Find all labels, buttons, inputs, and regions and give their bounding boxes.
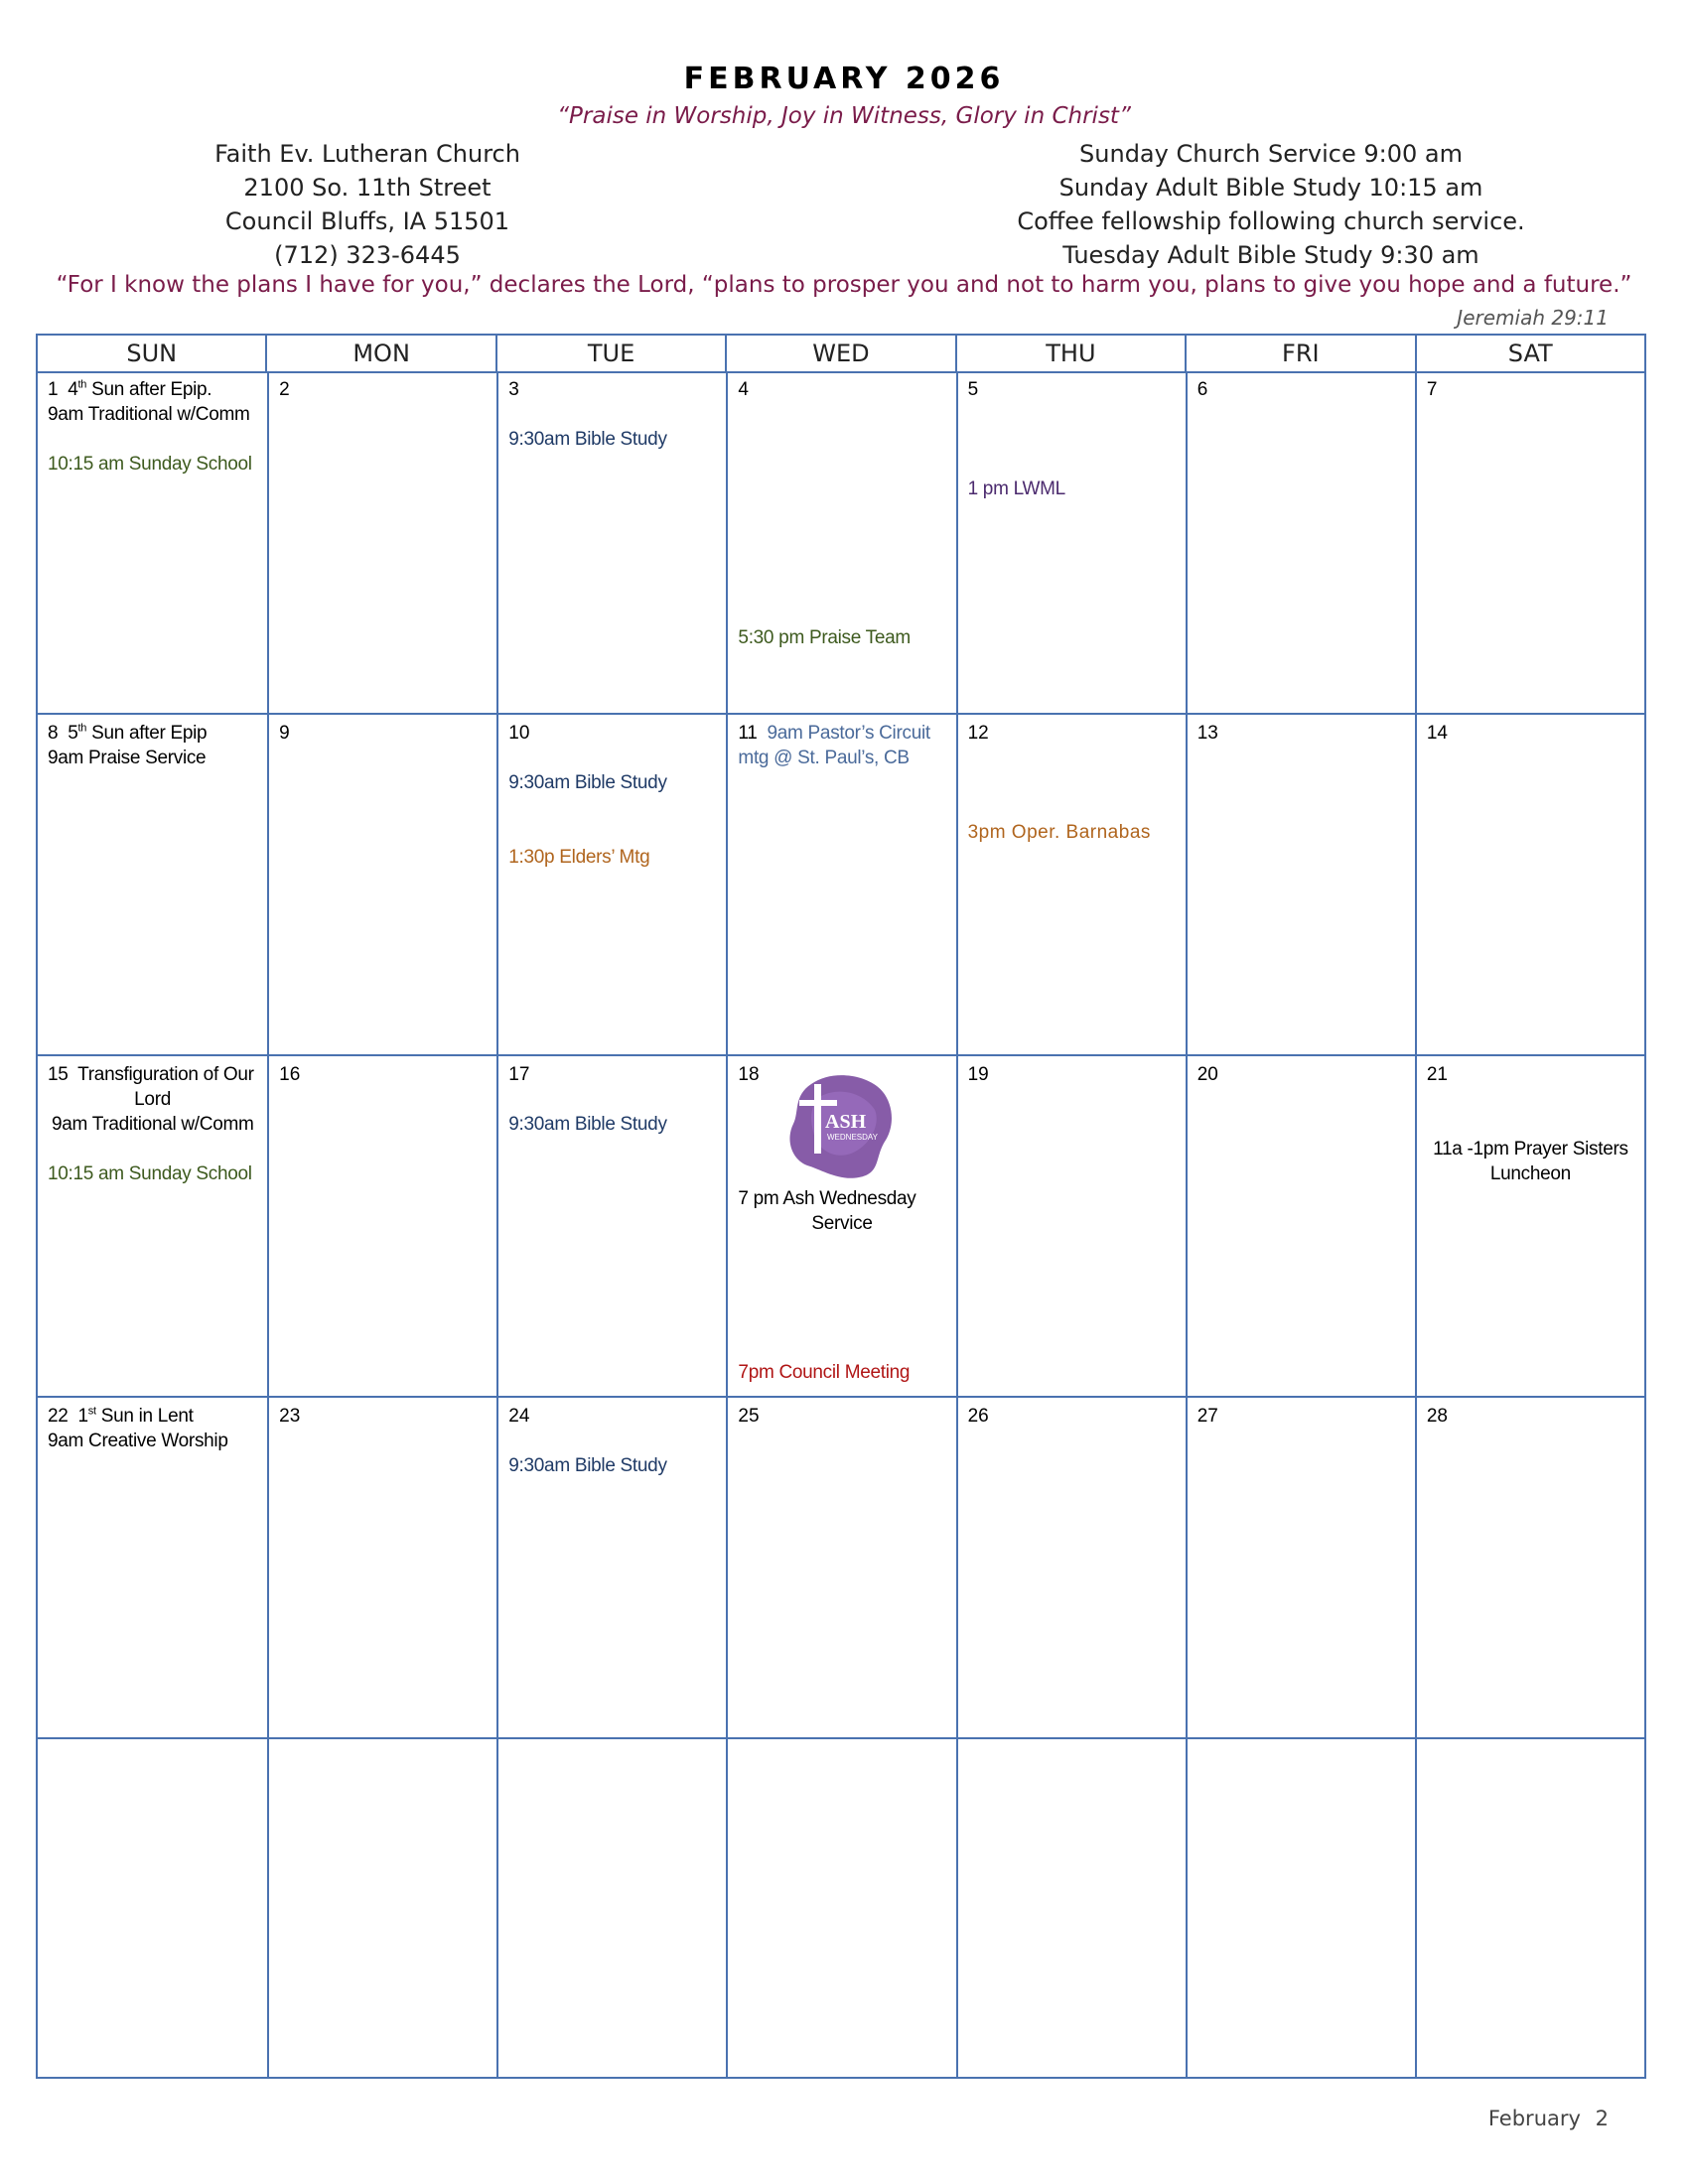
day-number: 22 [48,1406,69,1427]
event-worship: 9am Praise Service [48,748,207,768]
day-cell-23 [267,1396,496,1737]
day-cell-20 [1186,1054,1415,1396]
day-cell-9 [267,713,496,1054]
weekday-fri: FRI [1185,336,1414,371]
verse-reference: Jeremiah 29:11 [1457,306,1609,330]
church-street: 2100 So. 11th Street [243,174,492,202]
event-sunday-school: 10:15 am Sunday School [48,454,252,475]
day-cell-22 [38,1396,267,1737]
church-address-block [179,137,556,272]
weekday-wed: WED [725,336,954,371]
logo-text: ASH [825,1111,867,1133]
day-number: 10 [508,723,530,744]
weekday-sat: SAT [1415,336,1644,371]
day-number: 6 [1196,379,1208,400]
event-ash-wednesday-cont: Service [811,1213,873,1234]
event-bible-study: 9:30am Bible Study [508,1114,667,1135]
footer-label: February [1487,2107,1581,2130]
event-title: 5th Sun after Epip [68,722,208,744]
day-number: 7 [1426,379,1438,400]
day-cell-24 [496,1396,726,1737]
event-council-meeting: 7pm Council Meeting [738,1362,911,1383]
calendar-grid [36,334,1646,2079]
event-lwml: 1 pm LWML [967,478,1065,499]
day-number: 2 [279,379,290,400]
event-title-cont: Lord [134,1089,171,1110]
page-number: 2 [1595,2107,1609,2130]
event-pastors-circuit-location: mtg @ St. Paul’s, CB [738,748,910,768]
schedule-line: Sunday Church Service 9:00 am [1079,140,1463,168]
day-number: 28 [1426,1406,1448,1427]
schedule-line: Coffee fellowship following church service. [1017,207,1525,235]
day-cell-4 [726,371,955,713]
event-prayer-sisters-cont: Luncheon [1489,1163,1571,1184]
day-cell-empty [38,1737,267,2079]
day-cell-12 [956,713,1186,1054]
day-number: 3 [508,379,519,400]
page-footer [1488,2107,1609,2130]
day-number: 16 [279,1064,301,1085]
day-cell-2 [267,371,496,713]
day-cell-empty [267,1737,496,2079]
page-title: FEBRUARY 2026 [683,62,1005,96]
day-cell-empty [1415,1737,1644,2079]
event-praise-team: 5:30 pm Praise Team [738,627,911,648]
day-cell-28 [1415,1396,1644,1737]
day-number: 25 [738,1406,760,1427]
day-number: 15 [48,1064,69,1085]
day-number: 18 [738,1064,760,1085]
event-bible-study: 9:30am Bible Study [508,429,667,450]
day-number: 21 [1426,1064,1448,1085]
weekday-thu: THU [955,336,1185,371]
event-worship: 9am Traditional w/Comm [48,404,250,425]
event-title: Transfiguration of Our [77,1064,254,1085]
day-cell-8 [38,713,267,1054]
day-cell-26 [956,1396,1186,1737]
day-cell-17 [496,1054,726,1396]
day-cell-empty [496,1737,726,2079]
day-number: 9 [279,723,290,744]
day-cell-1 [38,371,267,713]
weekday-mon: MON [265,336,494,371]
day-number: 14 [1426,723,1448,744]
day-number: 23 [279,1406,301,1427]
day-cell-15 [38,1054,267,1396]
day-number: 26 [967,1406,989,1427]
day-number: 5 [967,379,979,400]
event-pastors-circuit: 9am Pastor’s Circuit [767,723,930,744]
event-oper-barnabas: 3pm Oper. Barnabas [967,822,1151,843]
event-bible-study: 9:30am Bible Study [508,772,667,793]
day-cell-13 [1186,713,1415,1054]
event-prayer-sisters: 11a -1pm Prayer Sisters [1433,1139,1628,1160]
event-bible-study: 9:30am Bible Study [508,1455,667,1476]
day-cell-empty [726,1737,955,2079]
day-number: 20 [1196,1064,1218,1085]
day-number: 19 [967,1064,989,1085]
day-number: 11 [738,723,758,744]
weekday-tue: TUE [495,336,725,371]
day-cell-27 [1186,1396,1415,1737]
day-number: 8 [48,723,59,744]
day-cell-21 [1415,1054,1644,1396]
day-number: 4 [738,379,749,400]
day-number: 24 [508,1406,530,1427]
schedule-line: Sunday Adult Bible Study 10:15 am [1058,174,1483,202]
service-schedule-block [953,137,1589,272]
day-cell-10 [496,713,726,1054]
event-elders-meeting: 1:30p Elders’ Mtg [508,847,650,868]
day-number: 17 [508,1064,530,1085]
day-number: 12 [967,723,989,744]
event-title: 1st Sun in Lent [77,1405,194,1427]
church-motto: “Praise in Worship, Joy in Witness, Glory in Christ” [557,103,1131,129]
day-cell-3 [496,371,726,713]
day-cell-11 [726,713,955,1054]
event-title: 4th Sun after Epip. [68,378,212,400]
day-cell-18 [726,1054,955,1396]
schedule-line: Tuesday Adult Bible Study 9:30 am [1062,241,1479,269]
logo-subtext: WEDNESDAY [827,1133,879,1142]
event-ash-wednesday: 7 pm Ash Wednesday [738,1188,916,1209]
church-city: Council Bluffs, IA 51501 [224,207,510,235]
bible-verse: “For I know the plans I have for you,” declares the Lord, “plans to prosper you and not to harm you, plans to give you hope and a future.” [56,272,1632,298]
day-number: 1 [48,379,59,400]
weekday-header [38,336,1644,373]
day-cell-5 [956,371,1186,713]
day-cell-25 [726,1396,955,1737]
day-cell-6 [1186,371,1415,713]
event-worship: 9am Traditional w/Comm [52,1114,254,1135]
day-cell-14 [1415,713,1644,1054]
ash-wednesday-logo-icon [781,1066,901,1185]
day-cell-empty [956,1737,1186,2079]
day-cell-empty [1186,1737,1415,2079]
weekday-sun: SUN [126,340,178,367]
event-sunday-school: 10:15 am Sunday School [48,1163,252,1184]
church-phone: (712) 323-6445 [274,241,461,269]
church-name: Faith Ev. Lutheran Church [214,140,520,168]
event-worship: 9am Creative Worship [48,1431,228,1451]
day-cell-19 [956,1054,1186,1396]
day-cell-16 [267,1054,496,1396]
day-cell-7 [1415,371,1644,713]
day-number: 27 [1196,1406,1218,1427]
day-number: 13 [1196,723,1218,744]
